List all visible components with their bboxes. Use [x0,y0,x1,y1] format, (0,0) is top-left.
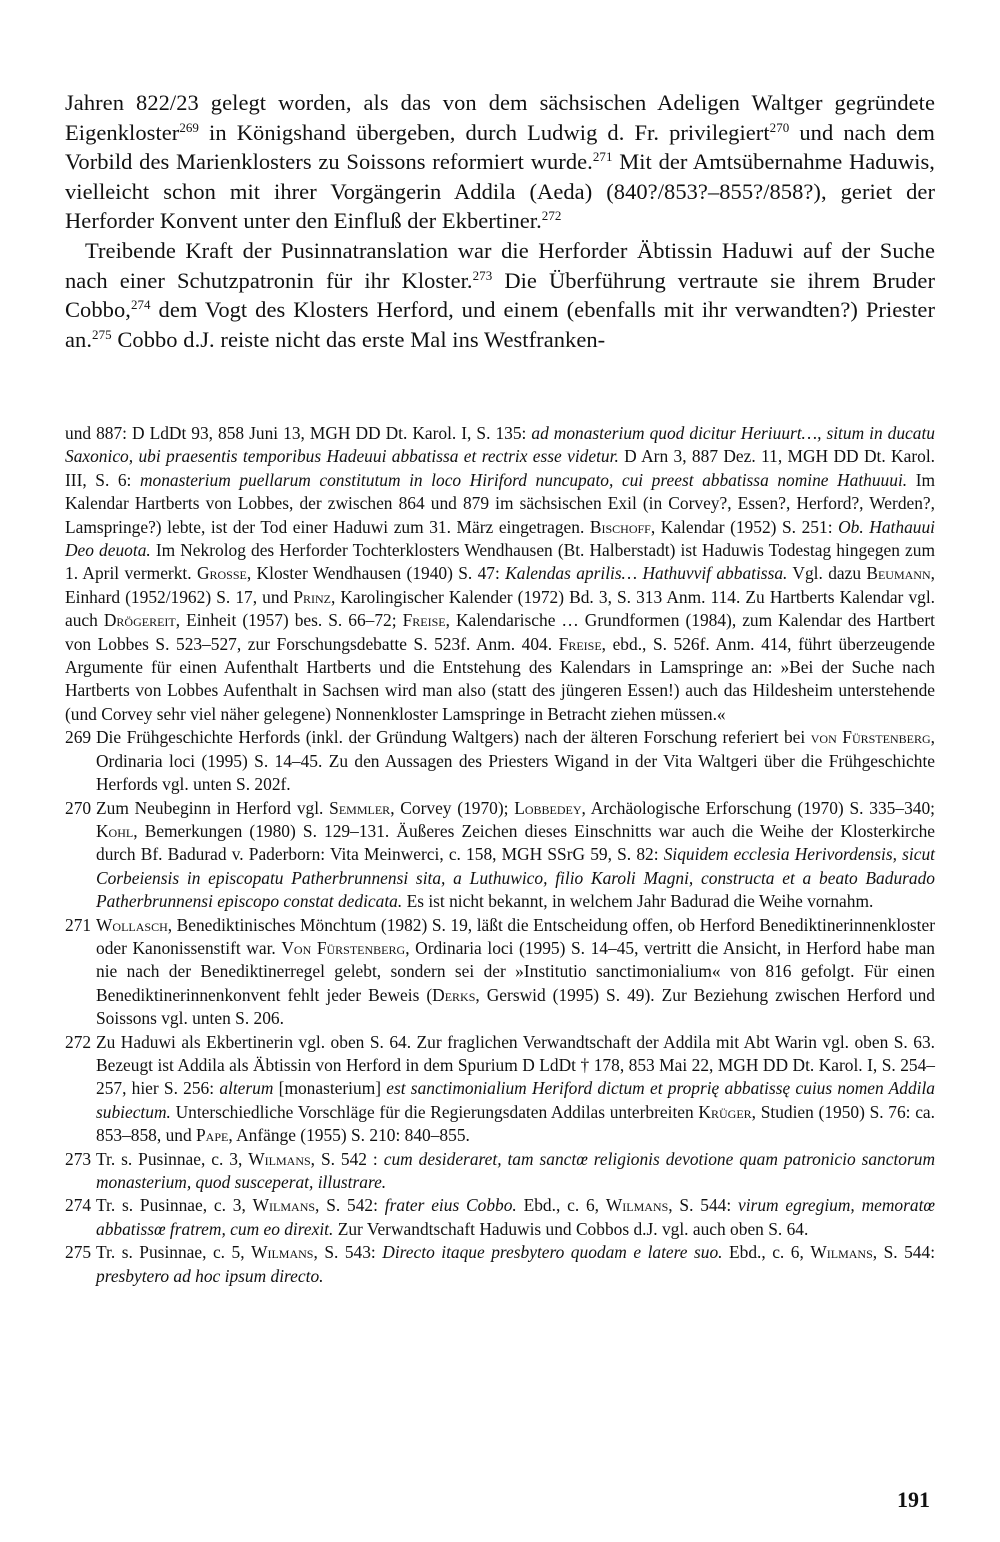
footnote-274: 274 Tr. s. Pusinnae, c. 3, Wilmans, S. 542: frater eius Cobbo. Ebd., c. 6, Wilmans, S. 544: virum egregium, memoratœ abbatissœ fratrem, cum eo direxit. Zur Verwandtschaft Haduwis und Cobbos d.J. vgl. auch oben S. 64. [65,1195,936,1239]
paragraph-1: Jahren 822/23 gelegt worden, als das von dem sächsischen Adeligen Waltger gegründete Eigenkloster$^{269}$ in Königshand übergeben, durch Ludwig d. Fr. privilegiert$^{270}$ und nach dem Vorbild des Marienklosters zu Soissons reformiert wurde.$^{271}$ Mit der Amtsübernahme Haduwis, vielleicht schon mit ihrer Vorgängerin Addila (Aeda) (840?/853?–855?/858?), geriet der Herforder Konvent unter den Einfluß der Ekbertiner.$^{272}$ [65,90,935,234]
footnotes [65,422,935,1288]
footnote-number: 270 [65,797,92,818]
paragraph-2: Treibende Kraft der Pusinnatranslation war die Herforder Äbtissin Haduwi auf der Suche nach einer Schutzpatronin für ihr Kloster.$^{273}$ Die Überführung vertraute sie ihrem Bruder Cobbo,$^{274}$ dem Vogt des Klosters Herford, und einem (ebenfalls mit ihr verwandten?) Priester an.$^{275}$ Cobbo d.J. reiste nicht das erste Mal ins Westfranken- [65,237,936,352]
footnote-number: 269 [65,727,92,748]
footnote-number: 273 [65,1148,92,1169]
footnote-ref-275: 275 [92,326,112,342]
footnote-275: 275 Tr. s. Pusinnae, c. 5, Wilmans, S. 543: Directo itaque presbytero quodam e latere suo. Ebd., c. 6, Wilmans, S. 544: presbytero ad hoc ipsum directo. [65,1242,936,1286]
footnote-number: 271 [65,914,92,935]
footnote-269: 269 Die Frühgeschichte Herfords (inkl. der Gründung Waltgers) nach der älteren Forschung referiert bei von Fürstenberg, Ordinaria loci (1995) S. 14–45. Zu den Aussagen des Priesters Wigand in der Vita Waltgeri über die Frühgeschichte Herfords vgl. unten S. 202f. [65,727,935,795]
footnote-ref-270: 270 [769,119,790,135]
footnote-ref-271: 271 [592,149,613,165]
footnote-number: 275 [65,1242,92,1263]
footnote-number: 274 [65,1195,92,1216]
page-number: 191 [897,1487,930,1512]
footnote-number: 272 [65,1031,92,1052]
footnote-271: 271 Wollasch, Benediktinisches Mönchtum (1982) S. 19, läßt die Entscheidung offen, ob Herford Benediktinerinnenkloster oder Kanonissenstift war. Von Fürstenberg, Ordinaria loci (1995) S. 14–45, vertritt die Ansicht, in Herford habe man nie nach der Benediktinerregel gelebt, sondern sei der »Institutio sanctimonialium« von 816 gefolgt. Für einen Benediktinerinnenkonvent fehlt jeder Beweis (Derks, Gerswid (1995) S. 49). Zur Beziehung zwischen Herford und Soissons vgl. unten S. 206. [65,914,935,1029]
footnote-ref-272: 272 [541,208,562,224]
footnote-270: 270 Zum Neubeginn in Herford vgl. Semmler, Corvey (1970); Lobbedey, Archäologische Erforschung (1970) S. 335–340; Kohl, Bemerkungen (1980) S. 129–131. Äußeres Zeichen dieses Einschnitts war auch die Weihe der Klosterkirche durch Bf. Badurad v. Paderborn: Vita Meinwerci, c. 158, MGH SSrG 59, S. 82: Siquidem ecclesia Herivordensis, sicut Corbeiensis in episcopatu Patherbrunnensi sita, a Luthuwico, filio Karoli Magni, constructa et a beato Badurado Patherbrunnensi episcopo constat dedicata. Es ist nicht bekannt, in welchem Jahr Badurad die Weihe vornahm. [65,797,935,912]
main-text [65,88,935,354]
footnote-ref-274: 274 [130,297,151,313]
footnote-ref-269: 269 [179,119,199,135]
footnote-268-continued: und 887: D LdDt 93, 858 Juni 13, MGH DD Dt. Karol. I, S. 135: ad monasterium quod dicitur Heriuurt…, situm in ducatu Saxonico, ubi praesentis temporibus Hadeuui abbatissa et rectrix esse videtur. D Arn 3, 887 Dez. 11, MGH DD Dt. Karol. III, S. 6: monasterium puellarum constitutum in loco Hiriford nuncupato, cui preest abbatissa nomine Hathuuui. Im Kalendar Hartberts von Lobbes, der zwischen 864 und 879 im sächsischen Exil (in Corvey?, Essen?, Herford?, Werden?, Lamspringe?) lebte, ist der Tod einer Haduwi zum 31. März eingetragen. Bischoff, Kalendar (1952) S. 251: Ob. Hathauui Deo deuota. Im Nekrolog des Herforder Tochterklosters Wendhausen (Bt. Halberstadt) ist Haduwis Todestag hingegen zum 1. April vermerkt. Grosse, Kloster Wendhausen (1940) S. 47: Kalendas aprilis… Hathuvvif abbatissa. Vgl. dazu Beumann, Einhard (1952/1962) S. 17, und Prinz, Karolingischer Kalender (1972) Bd. 3, S. 313 Anm. 114. Zu Hartberts Kalendar vgl. auch Drögereit, Einheit (1957) bes. S. 66–72; Freise, Kalendarische … Grundformen (1984), zum Kalendar des Hartbert von Lobbes S. 523–527, zur Forschungsdebatte S. 523f. Anm. 404. Freise, ebd., S. 526f. Anm. 414, führt überzeugende Argumente für einen Aufenthalt Hartberts und die Entstehung des Kalendars in Lamspringe an: »Bei der Suche nach Hartberts von Lobbes Aufenthalt in Sachsen wird man also (statt des jüngeren Essen!) auch das Hildesheim unterstehende (und Corvey sehr viel näher gelegene) Nonnenkloster Lamspringe in Betracht ziehen müssen.« [65,423,936,724]
footnote-ref-273: 273 [472,267,493,283]
footnote-273: 273 Tr. s. Pusinnae, c. 3, Wilmans, S. 542 : cum desideraret, tam sanctœ religionis devotione quam patronicio sanctorum monasterium, quod susceperat, illustrare. [65,1148,935,1192]
footnote-272: 272 Zu Haduwi als Ekbertinerin vgl. oben S. 64. Zur fraglichen Verwandtschaft der Addila mit Abt Warin vgl. oben S. 63. Bezeugt ist Addila als Äbtissin von Herford in dem Spurium D LdDt † 178, 853 Mai 22, MGH DD Dt. Karol. I, S. 254–257, hier S. 256: alterum [monasterium] est sanctimonialium Heriford dictum et proprię abbatissę cuius nomen Addila subiectum. Unterschiedliche Vorschläge für die Regierungsdaten Addilas unterbreiten Krüger, Studien (1950) S. 76: ca. 853–858, und Pape, Anfänge (1955) S. 210: 840–855. [65,1031,936,1146]
